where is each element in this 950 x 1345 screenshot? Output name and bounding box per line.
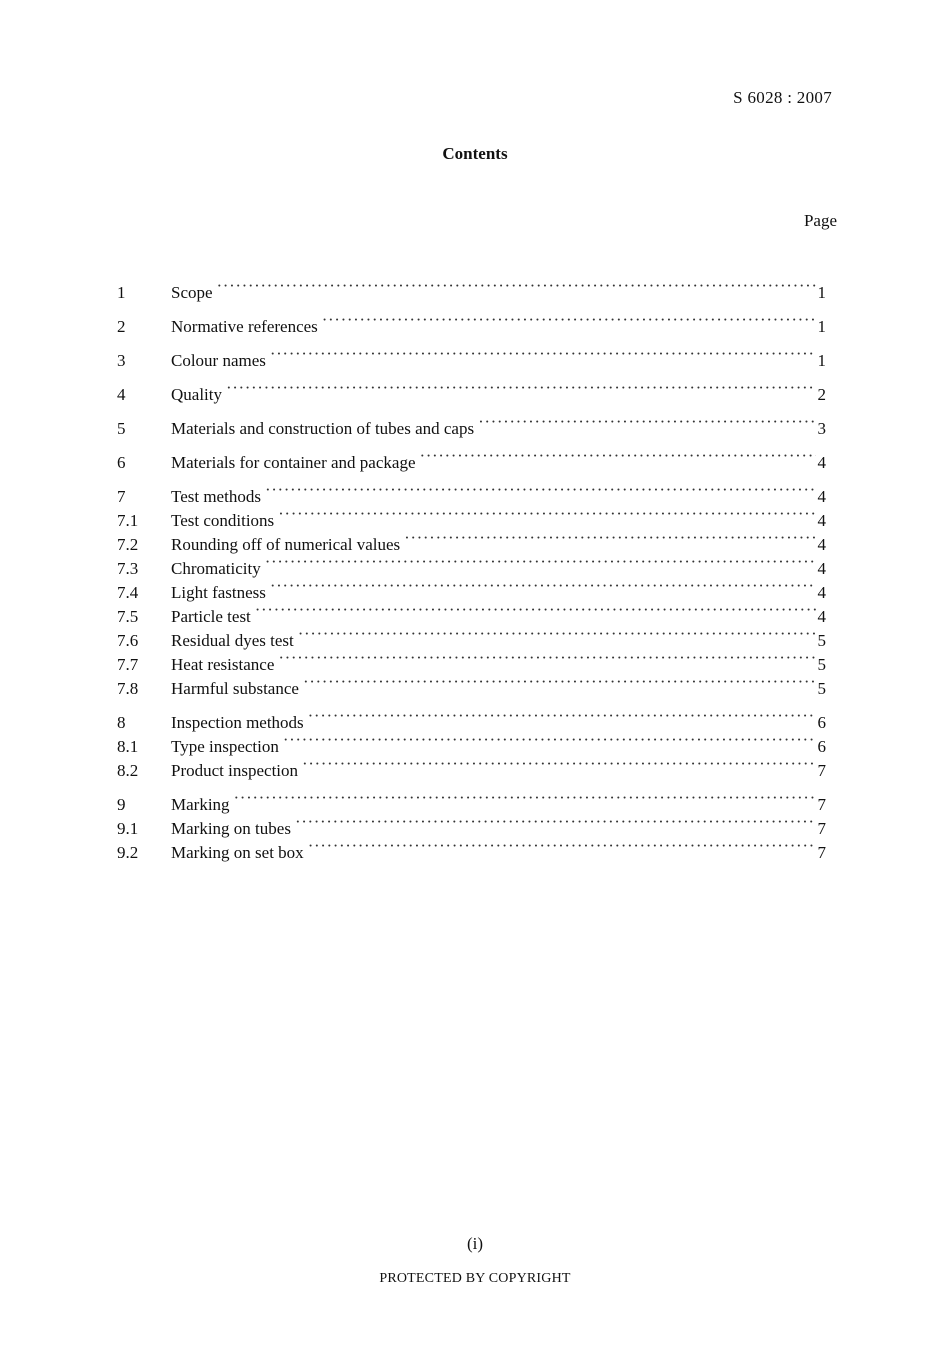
toc-entry-number: 7.6 bbox=[117, 631, 139, 650]
dot-leader bbox=[420, 444, 817, 468]
page-number: (i) bbox=[466, 1234, 484, 1253]
toc-entry-number: 6 bbox=[117, 453, 126, 472]
copyright-notice: PROTECTED BY COPYRIGHT bbox=[379, 1271, 571, 1286]
toc-entry-page: 5 bbox=[817, 679, 826, 698]
toc-entry-page: 6 bbox=[817, 713, 826, 732]
dot-leader bbox=[217, 274, 816, 298]
toc-entry-label: Scope bbox=[171, 283, 213, 302]
toc-entry[interactable] bbox=[117, 308, 826, 336]
dot-leader bbox=[308, 834, 816, 858]
document-code: S 6028 : 2007 bbox=[733, 88, 832, 107]
toc-entry-number: 3 bbox=[117, 351, 126, 370]
toc-entry-page: 5 bbox=[817, 655, 826, 674]
toc-entry-number: 4 bbox=[117, 385, 126, 404]
toc-entry[interactable] bbox=[117, 376, 826, 404]
toc-entry-label: Harmful substance bbox=[171, 679, 299, 698]
toc-entry-number: 7.4 bbox=[117, 583, 139, 602]
toc-entry-label: Materials and construction of tubes and caps bbox=[171, 419, 475, 438]
toc-entry[interactable] bbox=[117, 410, 826, 438]
toc-entry-label: Normative references bbox=[171, 317, 318, 336]
toc-entry-page: 2 bbox=[817, 385, 826, 404]
toc-entry-label: Colour names bbox=[171, 351, 266, 370]
toc-entry[interactable] bbox=[117, 444, 826, 472]
dot-leader bbox=[270, 574, 816, 598]
dot-leader bbox=[478, 410, 816, 434]
dot-leader bbox=[283, 728, 816, 752]
toc-entry[interactable] bbox=[117, 786, 826, 814]
dot-leader bbox=[404, 526, 816, 550]
toc-entry-label: Marking on tubes bbox=[171, 819, 291, 838]
toc-entry[interactable] bbox=[117, 274, 826, 302]
toc-entry-label: Heat resistance bbox=[171, 655, 275, 674]
toc-entry-page: 4 bbox=[817, 607, 826, 626]
toc-entry-label: Product inspection bbox=[171, 761, 299, 780]
toc-entry-label: Materials for container and package bbox=[171, 453, 416, 472]
toc-entry[interactable] bbox=[117, 478, 826, 506]
toc-entry-page: 4 bbox=[817, 535, 826, 554]
toc-entry-page: 7 bbox=[817, 843, 826, 862]
toc-entry-page: 1 bbox=[817, 351, 826, 370]
toc-entry-number: 1 bbox=[117, 283, 126, 302]
dot-leader bbox=[322, 308, 816, 332]
toc-entry-page: 5 bbox=[817, 631, 826, 650]
toc-entry-page: 1 bbox=[817, 283, 826, 302]
dot-leader bbox=[278, 502, 816, 526]
toc-entry-number: 7.3 bbox=[117, 559, 139, 578]
toc-entry-number: 9.1 bbox=[117, 819, 139, 838]
toc-entry-label: Rounding off of numerical values bbox=[171, 535, 401, 554]
toc-entry-number: 9.2 bbox=[117, 843, 139, 862]
toc-entry-page: 4 bbox=[817, 559, 826, 578]
toc-entry-page: 7 bbox=[817, 819, 826, 838]
toc-entry-label: Quality bbox=[171, 385, 222, 404]
toc-entry-page: 6 bbox=[817, 737, 826, 756]
dot-leader bbox=[234, 786, 816, 810]
toc-entry-label: Marking bbox=[171, 795, 230, 814]
dot-leader bbox=[270, 342, 816, 366]
toc-entry-number: 7.8 bbox=[117, 679, 139, 698]
toc-entry-label: Type inspection bbox=[171, 737, 279, 756]
dot-leader bbox=[295, 810, 816, 834]
toc-entry-number: 7.2 bbox=[117, 535, 139, 554]
toc-entry-page: 4 bbox=[817, 511, 826, 530]
dot-leader bbox=[278, 646, 816, 670]
toc-entry-number: 7 bbox=[117, 487, 126, 506]
page-column-heading: Page bbox=[803, 211, 837, 230]
dot-leader bbox=[226, 376, 816, 400]
toc-entry[interactable] bbox=[117, 704, 826, 732]
toc-entry[interactable] bbox=[117, 342, 826, 370]
toc-entry-number: 8.2 bbox=[117, 761, 139, 780]
toc-entry-number: 7.7 bbox=[117, 655, 139, 674]
toc-entry-page: 7 bbox=[817, 761, 826, 780]
toc-entry-number: 5 bbox=[117, 419, 126, 438]
dot-leader bbox=[255, 598, 816, 622]
toc-entry-number: 8.1 bbox=[117, 737, 139, 756]
toc-entry-label: Particle test bbox=[171, 607, 251, 626]
toc-entry-label: Test methods bbox=[171, 487, 261, 506]
dot-leader bbox=[308, 704, 816, 728]
dot-leader bbox=[265, 478, 816, 502]
table-of-contents bbox=[117, 274, 826, 862]
toc-title: Contents bbox=[442, 144, 508, 163]
toc-entry-page: 7 bbox=[817, 795, 826, 814]
dot-leader bbox=[302, 752, 816, 776]
toc-entry-label: Inspection methods bbox=[171, 713, 304, 732]
toc-entry-number: 7.5 bbox=[117, 607, 139, 626]
toc-entry-number: 7.1 bbox=[117, 511, 139, 530]
toc-entry-label: Chromaticity bbox=[171, 559, 261, 578]
toc-entry-page: 4 bbox=[817, 583, 826, 602]
dot-leader bbox=[298, 622, 816, 646]
toc-entry-label: Residual dyes test bbox=[171, 631, 294, 650]
toc-entry-page: 1 bbox=[817, 317, 826, 336]
toc-entry-page: 4 bbox=[817, 453, 826, 472]
toc-entry-label: Marking on set box bbox=[171, 843, 304, 862]
toc-entry-label: Test conditions bbox=[171, 511, 275, 530]
toc-entry-number: 9 bbox=[117, 795, 126, 814]
toc-entry-page: 3 bbox=[817, 419, 826, 438]
dot-leader bbox=[303, 670, 816, 694]
dot-leader bbox=[265, 550, 816, 574]
toc-entry-number: 2 bbox=[117, 317, 126, 336]
toc-entry-page: 4 bbox=[817, 487, 826, 506]
toc-entry-number: 8 bbox=[117, 713, 126, 732]
toc-entry-label: Light fastness bbox=[171, 583, 266, 602]
